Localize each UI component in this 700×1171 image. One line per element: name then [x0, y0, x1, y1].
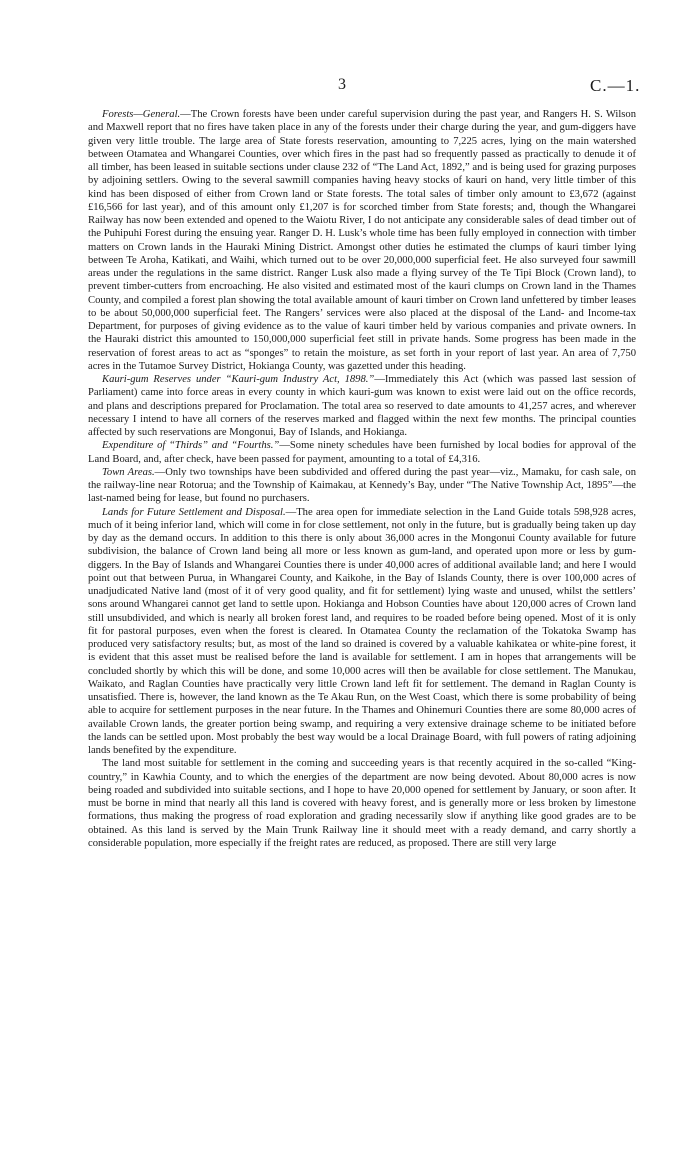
section-heading: Lands for Future Settlement and Disposal. [102, 506, 286, 518]
paragraph-town-areas [88, 466, 636, 506]
paragraph-forests-general [88, 108, 636, 373]
section-heading: Forests—General. [102, 109, 181, 120]
paragraph-text: —Immediately this Act (which was passed last session of Parliament) came into force areas in every county in which kauri-gum was known to exist were laid out on the office records, and plans and descriptions prepared for Proclamation. The total area so reserved to date amounts to 41,257 acres, and wherever necessary I intend to have all corners of the reserves marked and flagged within the next few months. The principal counties affected by such reservations are Mongonui, Bay of Islands, and Hokianga. [88, 374, 636, 438]
paragraph-text: —The Crown forests have been under careful supervision during the past year, and Rangers H. S. Wilson and Maxwell report that no fires have taken place in any of the forests under their charge during the year, and gum-diggers have given very little trouble. The large area of State forests reservation, amounting to 7,225 acres, lying on the main watershed between Otamatea and Whangarei Counties, over which fires in the past had so frequently passed as practically to denude it of all timber, has been leased in suitable sections under clause 232 of “The Land Act, 1892,” and is being used for grazing purposes by adjoining settlers. Owing to the several sawmill companies having heavy stocks of kauri on hand, very little timber of this kind has been disposed of either from Crown land or State forests. The total sales of timber only amount to £3,672 (against £16,566 for last year), and of this amount only £1,207 is for scorched timber from State forests; and, though the Whangarei Railway has now been extended and opened to the Waiotu River, I do not anticipate any considerable sales of dead timber out of the Puhipuhi Forest during the ensuing year. Ranger D. H. Lusk’s whole time has been fully employed in connection with timber matters on Crown lands in the Hauraki Mining District. Amongst other duties he estimated the clumps of kauri timber lying between Te Aroha, Katikati, and Waihi, which turned out to be over 20,000,000 superficial feet. He also surveyed four sawmill areas under the regulations in the same district. Ranger Lusk also made a flying survey of the Te Tipi Block (Crown land), to prevent timber-cutters from encroaching. He also visited and estimated most of the kauri clumps on Crown land in the Thames County, and compiled a forest plan showing the total available amount of kauri timber on Crown land unfettered by timber leases to be about 50,000,000 superficial feet. The Rangers’ services were also placed at the disposal of the Land- and Income-tax Department, for purposes of giving evidence as to the value of kauri timber held by various companies and private owners. In the Hauraki district this amounted to 150,000,000 superficial feet still in private hands. Some progress has been made in the reservation of forest areas to act as “sponges” to retain the moisture, as set forth in your report of last year. An area of 7,750 acres in the Tutamoe Survey District, Hokianga County, was gazetted under this heading. [88, 109, 636, 372]
paragraph-text: —Only two townships have been subdivided and offered during the past year—viz., Mamaku, for cash sale, on the railway-line near Rotorua; and the Township of Kaimakau, at Kennedy’s Bay, under “The Native Township Act, 1895”—the last-named being for lease, but found no purchasers. [88, 466, 636, 505]
page-number: 3 [338, 76, 346, 93]
section-heading: Kauri-gum Reserves under “Kauri-gum Industry Act, 1898.” [102, 374, 375, 385]
report-body [88, 108, 636, 850]
paragraph-lands-future-settlement [88, 506, 636, 758]
paragraph-text: The land most suitable for settlement in the coming and succeeding years is that recently acquired in the so-called “King-country,” in Kawhia County, and to which the energies of the department are now being devoted. About 80,000 acres is now being roaded and subdivided into suitable sections, and I hope to have 20,000 opened for settlement by January, or soon after. It must be borne in mind that nearly all this land is covered with heavy forest, and is generally more or less broken by limestone formations, thus making the progress of road exploration and grading necessarily slow if anything like good grades are to be obtained. As this land is served by the Main Trunk Railway line it should meet with a ready demand, and carry shortly a considerable population, more especially if the freight rates are reduced, as proposed. There are still very large [88, 758, 636, 849]
paragraph-text: —The area open for immediate selection in the Land Guide totals 598,928 acres, much of it being inferior land, which will come in for close settlement, not only in the future, but is gradually being taken up day by day as the demand occurs. In addition to this there is only about 36,000 acres in the Mongonui County available for future subdivision, the balance of Crown land being all more or less known as gum-land, and operated upon more or less by gum-diggers. In the Bay of Islands and Whangarei Counties there is under 40,000 acres of additional available land; and here I would point out that between Purua, in Whangarei County, and Kaikohe, in the Bay of Islands County, there is over 100,000 acres of unadjudicated Native land (most of it of very good quality, and fit for settlement) lying waste and unused, whilst the settlers’ sons around Whangarei cannot get land to settle upon. Hokianga and Hobson Counties have about 120,000 acres of Crown land still unsubdivided, and which is nearly all broken forest land, and requires to be roaded before being opened. Most of it is only fit for pastoral purposes, even when the forest is cleared. In Otamatea County the reclamation of the Tokatoka Swamp has produced very satisfactory results; but, as most of the land so drained is covered by a valuable kahikatea or white-pine forest, it is evident that this asset must be realised before the land is available for settlement. I am in hopes that arrangements will be concluded shortly by which this will be done, and some 10,000 acres will then be available for close settlement. The Manukau, Waikato, and Raglan Counties have practically very little Crown land left fit for settlement. The demand in Raglan County is unsatisfied. There is, however, the land known as the Te Akau Run, on the West Coast, which there is some probability of being able to acquire for settlement purposes in the near future. In the Thames and Ohinemuri Counties there are some 80,000 acres of available Crown lands, the greater portion being swamp, and requiring a very extensive drainage scheme to be initiated before the lands can be settled upon. Most probably the best way would be a local Drainage Board, with full powers of rating adjoining lands benefited by the expenditure. [88, 506, 636, 756]
section-heading: Town Areas. [102, 466, 155, 478]
paragraph-kauri-gum-reserves [88, 373, 636, 439]
paragraph-king-country [88, 757, 636, 850]
document-code: C.—1. [590, 76, 641, 95]
section-heading: Expenditure of “Thirds” and “Fourths.” [102, 440, 280, 452]
paragraph-expenditure [88, 439, 636, 466]
paragraph-text: —Some ninety schedules have been furnished by local bodies for approval of the Land Board, and, after check, have been passed for payment, amounting to a total of £4,316. [88, 440, 636, 465]
